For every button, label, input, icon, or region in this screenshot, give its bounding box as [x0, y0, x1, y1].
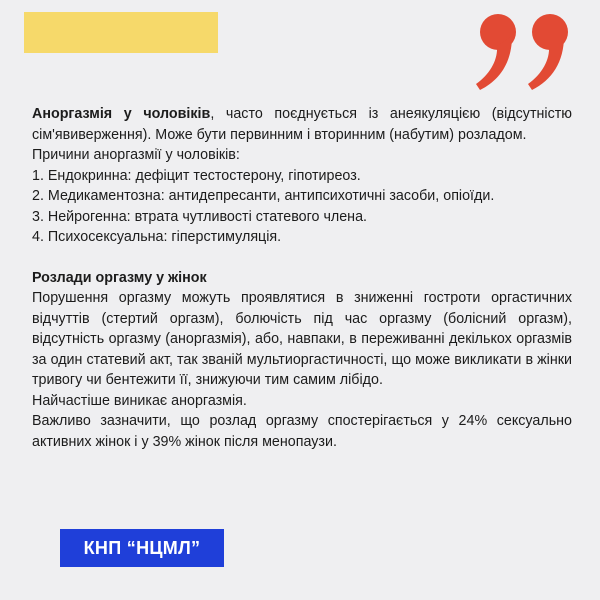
men-cause-item: 2. Медикаментозна: антидепресанти, антипсихотичні засоби, опіоїди. [32, 188, 495, 204]
women-statistic: Важливо зазначити, що розлад оргазму спостерігається у 24% сексуально активних жінок і у 39% жінок після менопаузи. [32, 413, 572, 450]
article-content [32, 104, 572, 452]
men-intro-text: , часто поєднується із анеякуляцією (відсутністю сім'явиверження). Може бути первинним і вторинним (набутим) розладом. [32, 106, 572, 143]
women-paragraph: Порушення оргазму можуть проявлятися в зниженні гостроти оргастичних відчуттів (стертий оргазм), болючість під час оргазму (болісний оргазм), відсутність оргазму (аноргазмія), або, навпаки, в переживанні декількох оргазмів за один статевий акт, так званій мультиоргастичності, що може викликати в жінки тривогу чи бентежити її, знижуючи тим самим лібідо. [32, 290, 572, 388]
men-intro-paragraph [32, 104, 572, 145]
organization-badge: КНП “НЦМЛ” [60, 529, 224, 567]
men-cause-item: 4. Психосексуальна: гіперстимуляція. [32, 229, 282, 245]
men-cause-item: 1. Ендокринна: дефіцит тестостерону, гіпотиреоз. [32, 167, 361, 184]
yellow-accent-bar [24, 12, 218, 53]
women-heading: Розлади оргазму у жінок [32, 269, 207, 286]
women-most-common: Найчастіше виникає аноргазмія. [32, 392, 247, 409]
men-heading: Аноргазмія у чоловіків [32, 106, 211, 122]
double-closing-quote-icon [470, 4, 580, 94]
men-causes-title: Причини аноргазмії у чоловіків: [32, 147, 240, 163]
men-cause-item: 3. Нейрогенна: втрата чутливості статевого члена. [32, 208, 367, 225]
